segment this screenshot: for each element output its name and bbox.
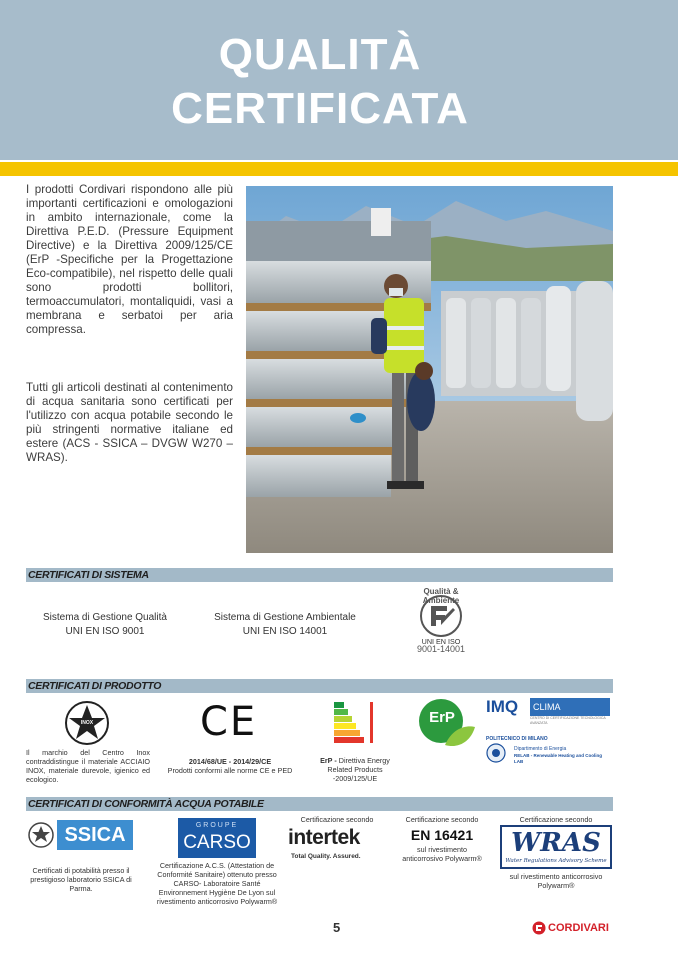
- inox-text: Il marchio del Centro Inox contraddistingue il materiale ACCIAIO INOX, materiale durevole, igienico ed ecologico.: [26, 748, 150, 784]
- polimi-department: Dipartimento di Energia: [514, 746, 567, 752]
- wras-logo: [500, 825, 612, 869]
- ambientale-norm: UNI EN ISO 14001: [242, 626, 328, 637]
- cordivari-mark-icon: [532, 921, 546, 935]
- section-sistema: [26, 568, 613, 582]
- polimi-title: POLITECNICO DI MILANO: [486, 736, 548, 742]
- header-band: [0, 0, 678, 160]
- accent-stripe: [0, 162, 678, 176]
- wras-subtitle: Water Regulations Advisory Scheme: [505, 858, 607, 864]
- energy-label-logo: [332, 700, 376, 746]
- ce-norms: 2014/68/UE - 2014/29/CE: [188, 757, 272, 766]
- wras-text: sul rivestimento anticorrosivo Polywarm®: [509, 872, 603, 890]
- energy-scale-icon: [332, 700, 376, 746]
- ce-text: Prodotti conformi alle norme CE e PED: [167, 766, 293, 775]
- imq-clima-badge: CLIMA: [530, 698, 610, 716]
- inox-logo: [64, 700, 110, 746]
- section-prodotto-heading: CERTIFICATI DI PRODOTTO: [28, 680, 162, 692]
- polimi-lab: RELAB - Renewable Heating and Cooling LAB: [514, 753, 603, 764]
- intertek-caption: Certificazione secondo: [300, 815, 374, 824]
- polimi-seal-icon: [486, 743, 506, 763]
- qa-logo-norm: UNI EN ISO: [421, 637, 461, 646]
- erp-text-block: [312, 756, 398, 783]
- qualita-norm: UNI EN ISO 9001: [65, 626, 145, 637]
- section-prodotto: [26, 679, 613, 693]
- inox-logo-text: INOX: [80, 720, 94, 726]
- carso-logo: [178, 818, 256, 858]
- ssica-logo-text: SSICA: [57, 820, 133, 850]
- wras-logo-text: WRAS: [511, 828, 601, 858]
- ce-mark: CE: [200, 699, 258, 745]
- imq-clima-logo: [486, 697, 610, 725]
- erp-logo: [417, 697, 477, 753]
- ssica-text: Certificati di potabilità presso il prestigioso laboratorio SSICA di Parma.: [30, 866, 132, 893]
- en-text: sul rivestimento anticorrosivo Polywarm®: [402, 845, 482, 863]
- erp-text: Direttiva Energy Related Products -2009/125/UE: [327, 756, 390, 783]
- intertek-tagline: Total Quality. Assured.: [291, 853, 361, 860]
- en-caption: Certificazione secondo: [405, 815, 479, 824]
- polimi-logo: [486, 736, 612, 766]
- cordivari-logo: [532, 920, 614, 936]
- intertek-logo: intertek: [288, 826, 360, 849]
- intro-paragraph-2: Tutti gli articoli destinati al contenimento di acqua sanitaria sono certificati per l'utilizzo con acqua potabile secondo le più stringenti normative italiane ed estere (ACS - SSICA – DVGW W270 – WRAS).: [26, 381, 233, 464]
- warehouse-photo: [246, 186, 613, 553]
- cordivari-brand: CORDIVARI: [548, 922, 609, 934]
- page-title-line2: CERTIFICATA: [171, 84, 469, 133]
- en-norm: EN 16421: [410, 827, 474, 843]
- section-sistema-heading: CERTIFICATI DI SISTEMA: [28, 569, 149, 581]
- section-acqua-heading: CERTIFICATI DI CONFORMITÀ ACQUA POTABILE: [28, 798, 264, 810]
- intro-paragraph-1: I prodotti Cordivari rispondono alle più importanti certificazioni e omologazioni in ambito internazionale, come la Direttiva P.E.D. (Pressure Equipment Directive) e la Direttiva 2009/125/CE (ErP -Specifiche per la Progettazione Eco-compatibile), nel rispetto delle quali sono prodotti bollitori, termoaccumulatori, montaliquidi, vasi a membrana e serbatoi per aria compressa.: [26, 183, 233, 336]
- page-title-line1: QUALITÀ: [218, 30, 422, 79]
- qualita-ambiente-logo: [405, 587, 477, 658]
- ambientale-title: Sistema di Gestione Ambientale: [214, 612, 356, 623]
- carso-logo-top: GROUPE: [195, 822, 239, 829]
- carso-text: Certificazione A.C.S. (Attestation de Conformité Sanitaire) ottenuto presso CARSO- Laboratoire Santé Environnement Hygiène De Lyon sul rivestimento anticorrosivo Polywarm®: [156, 861, 278, 906]
- section-acqua: [26, 797, 613, 811]
- qualita-title: Sistema di Gestione Qualità: [43, 612, 167, 623]
- erp-logo-text: ErP: [429, 709, 455, 726]
- page-number: 5: [333, 920, 341, 935]
- imq-logo-text: IMQ: [486, 697, 519, 716]
- qa-logo-text: Qualità & Ambiente: [422, 587, 460, 605]
- erp-text-bold: ErP -: [320, 756, 339, 765]
- ssica-logo: [27, 820, 133, 854]
- imq-subtitle: CENTRO DI CERTIFICAZIONE TECNOLOGICA AVANZATA: [530, 716, 606, 725]
- wras-caption: Certificazione secondo: [519, 815, 593, 824]
- carso-logo-text: CARSO: [183, 832, 251, 853]
- qa-logo-numbers: 9001-14001: [416, 644, 466, 654]
- italy-emblem-icon: [27, 820, 55, 850]
